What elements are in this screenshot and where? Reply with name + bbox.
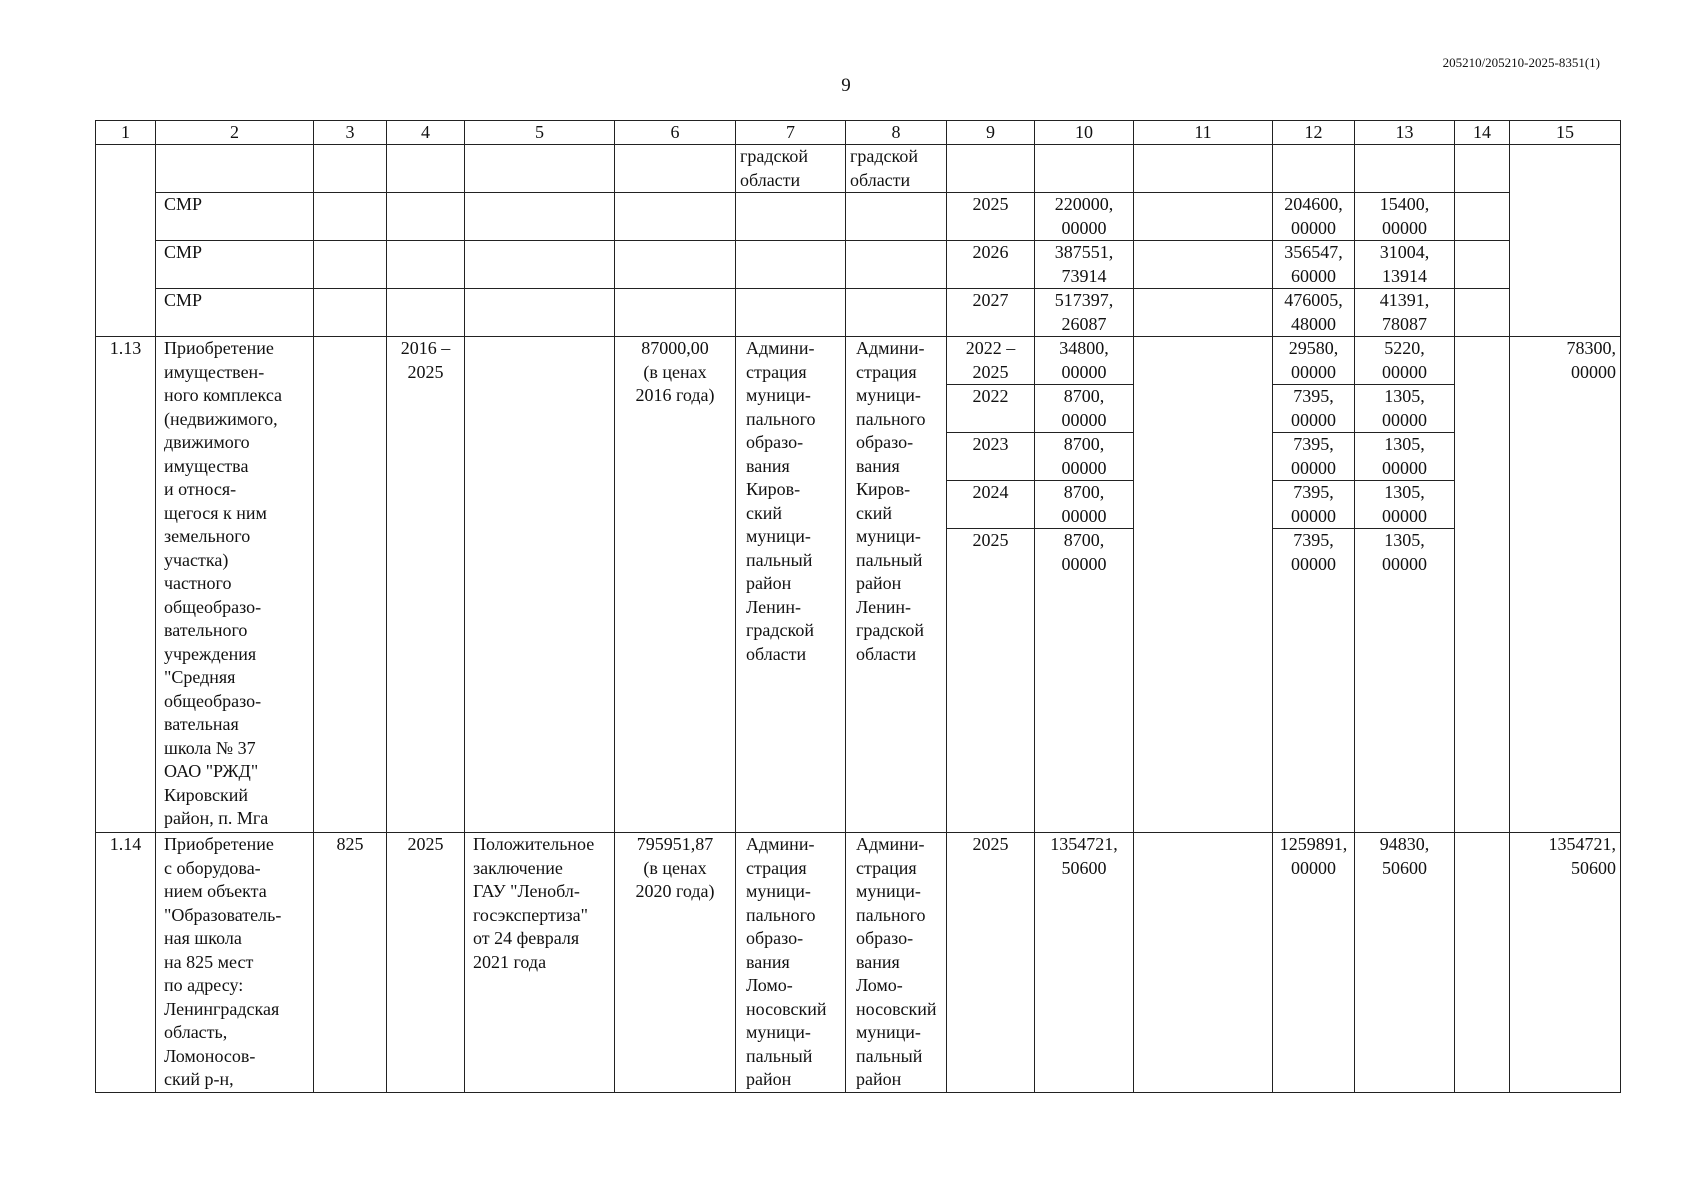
table-cell [156, 145, 314, 193]
amount-cell: 1259891, 00000 [1273, 833, 1355, 1093]
row-number-cell: 1.14 [96, 833, 156, 1093]
work-type-cell: СМР [156, 193, 314, 241]
amount-cell: 31004, 13914 [1355, 241, 1455, 289]
year-cell: 2025 [947, 833, 1035, 1093]
table-cell [1455, 145, 1510, 193]
amount-cell: 15400, 00000 [1355, 193, 1455, 241]
column-number: 1 [96, 121, 156, 145]
year-cell: 2026 [947, 241, 1035, 289]
table-cell [736, 193, 846, 241]
table-cell [314, 337, 387, 833]
amount-cell: 356547, 60000 [1273, 241, 1355, 289]
work-type-cell: СМР [156, 289, 314, 337]
table-cell [314, 145, 387, 193]
year-cell: 2022 – 2025 [947, 337, 1035, 385]
customer-cell: градской области [736, 145, 846, 193]
table-cell [465, 145, 615, 193]
developer-cell: Админи- страция муници- пального образо- вания Ломо- носовский муници- пальный район [846, 833, 947, 1093]
total-cell: 1354721, 50600 [1510, 833, 1621, 1093]
table-cell [736, 289, 846, 337]
table-cell [615, 145, 736, 193]
period-cell: 2025 [387, 833, 465, 1093]
customer-cell: Админи- страция муници- пального образо- вания Киров- ский муници- пальный район Ленин- градской области [736, 337, 846, 833]
amount-cell: 34800, 00000 [1035, 337, 1134, 385]
table-cell [314, 193, 387, 241]
table-cell [1355, 145, 1455, 193]
row-number-cell: 1.13 [96, 337, 156, 833]
amount-cell: 204600, 00000 [1273, 193, 1355, 241]
document-id: 205210/205210-2025-8351(1) [1442, 55, 1600, 70]
page-number: 9 [841, 75, 851, 96]
table-cell [846, 289, 947, 337]
table-row [96, 241, 1621, 289]
column-number: 13 [1355, 121, 1455, 145]
column-number: 12 [1273, 121, 1355, 145]
expertise-cell: Положительное заключение ГАУ "Ленобл- госэкспертиза" от 24 февраля 2021 года [465, 833, 615, 1093]
row-number-cell [96, 145, 156, 337]
year-cell: 2022 [947, 385, 1035, 433]
year-cell: 2025 [947, 529, 1035, 833]
table-cell [947, 145, 1035, 193]
table-cell [465, 337, 615, 833]
amount-cell: 387551, 73914 [1035, 241, 1134, 289]
table-cell [387, 289, 465, 337]
cost-cell: 795951,87 (в ценах 2020 года) [615, 833, 736, 1093]
amount-cell: 476005, 48000 [1273, 289, 1355, 337]
amount-cell: 517397, 26087 [1035, 289, 1134, 337]
amount-cell: 7395, 00000 [1273, 433, 1355, 481]
customer-cell: Админи- страция муници- пального образо- вания Ломо- носовский муници- пальный район [736, 833, 846, 1093]
column-number: 2 [156, 121, 314, 145]
table-cell [465, 193, 615, 241]
table-cell [1455, 337, 1510, 833]
table-cell [1134, 337, 1273, 833]
column-number: 4 [387, 121, 465, 145]
table-cell [387, 241, 465, 289]
table-row [96, 193, 1621, 241]
budget-table [95, 120, 1621, 1093]
table-cell [1134, 289, 1273, 337]
amount-cell: 1305, 00000 [1355, 433, 1455, 481]
table-cell [1134, 241, 1273, 289]
table-cell [1455, 833, 1510, 1093]
table-cell [314, 241, 387, 289]
table-cell [615, 241, 736, 289]
period-cell: 2016 – 2025 [387, 337, 465, 833]
amount-cell: 8700, 00000 [1035, 385, 1134, 433]
column-number-row [96, 121, 1621, 145]
amount-cell: 1354721, 50600 [1035, 833, 1134, 1093]
object-name-cell: Приобретение имуществен- ного комплекса (недвижимого, движимого имущества и относя- щегося к ним земельного участка) частного общеобразо- вательного учреждения "Средняя общеобразо- вательная школа № 37 ОАО "РЖД" Кировский район, п. Мга [156, 337, 314, 833]
column-number: 7 [736, 121, 846, 145]
year-cell: 2025 [947, 193, 1035, 241]
continuation-row [96, 145, 1621, 193]
column-number: 11 [1134, 121, 1273, 145]
table-cell [846, 193, 947, 241]
table-cell [736, 241, 846, 289]
table-cell [387, 193, 465, 241]
table-row [96, 337, 1621, 385]
amount-cell: 41391, 78087 [1355, 289, 1455, 337]
column-number: 14 [1455, 121, 1510, 145]
table-cell [615, 193, 736, 241]
amount-cell: 8700, 00000 [1035, 481, 1134, 529]
amount-cell: 8700, 00000 [1035, 529, 1134, 833]
table-cell [1455, 241, 1510, 289]
table-cell [1273, 145, 1355, 193]
column-number: 3 [314, 121, 387, 145]
cost-cell: 87000,00 (в ценах 2016 года) [615, 337, 736, 833]
table-cell [465, 289, 615, 337]
table-cell [846, 241, 947, 289]
amount-cell: 220000, 00000 [1035, 193, 1134, 241]
table-cell [465, 241, 615, 289]
table-cell [1455, 289, 1510, 337]
developer-cell: градской области [846, 145, 947, 193]
table-cell [1455, 193, 1510, 241]
year-cell: 2023 [947, 433, 1035, 481]
table-cell [314, 289, 387, 337]
table-cell [1134, 145, 1273, 193]
column-number: 8 [846, 121, 947, 145]
amount-cell: 7395, 00000 [1273, 529, 1355, 833]
table-cell [387, 145, 465, 193]
column-number: 6 [615, 121, 736, 145]
developer-cell: Админи- страция муници- пального образо- вания Киров- ский муници- пальный район Ленин- градской области [846, 337, 947, 833]
amount-cell: 5220, 00000 [1355, 337, 1455, 385]
object-name-cell: Приобретение с оборудова- нием объекта "Образователь- ная школа на 825 мест по адресу: Ленинградская область, Ломоносов- ский р-н, [156, 833, 314, 1093]
amount-cell: 1305, 00000 [1355, 529, 1455, 833]
work-type-cell: СМР [156, 241, 314, 289]
column-number: 15 [1510, 121, 1621, 145]
column-number: 9 [947, 121, 1035, 145]
column-number: 5 [465, 121, 615, 145]
amount-cell: 8700, 00000 [1035, 433, 1134, 481]
total-cell [1510, 145, 1621, 337]
year-cell: 2024 [947, 481, 1035, 529]
amount-cell: 29580, 00000 [1273, 337, 1355, 385]
amount-cell: 94830, 50600 [1355, 833, 1455, 1093]
total-cell: 78300, 00000 [1510, 337, 1621, 833]
year-cell: 2027 [947, 289, 1035, 337]
amount-cell: 1305, 00000 [1355, 385, 1455, 433]
table-cell [1134, 193, 1273, 241]
table-cell [1035, 145, 1134, 193]
amount-cell: 1305, 00000 [1355, 481, 1455, 529]
amount-cell: 7395, 00000 [1273, 481, 1355, 529]
table-row [96, 833, 1621, 1093]
capacity-cell: 825 [314, 833, 387, 1093]
table-row [96, 289, 1621, 337]
amount-cell: 7395, 00000 [1273, 385, 1355, 433]
table-cell [1134, 833, 1273, 1093]
column-number: 10 [1035, 121, 1134, 145]
table-cell [615, 289, 736, 337]
